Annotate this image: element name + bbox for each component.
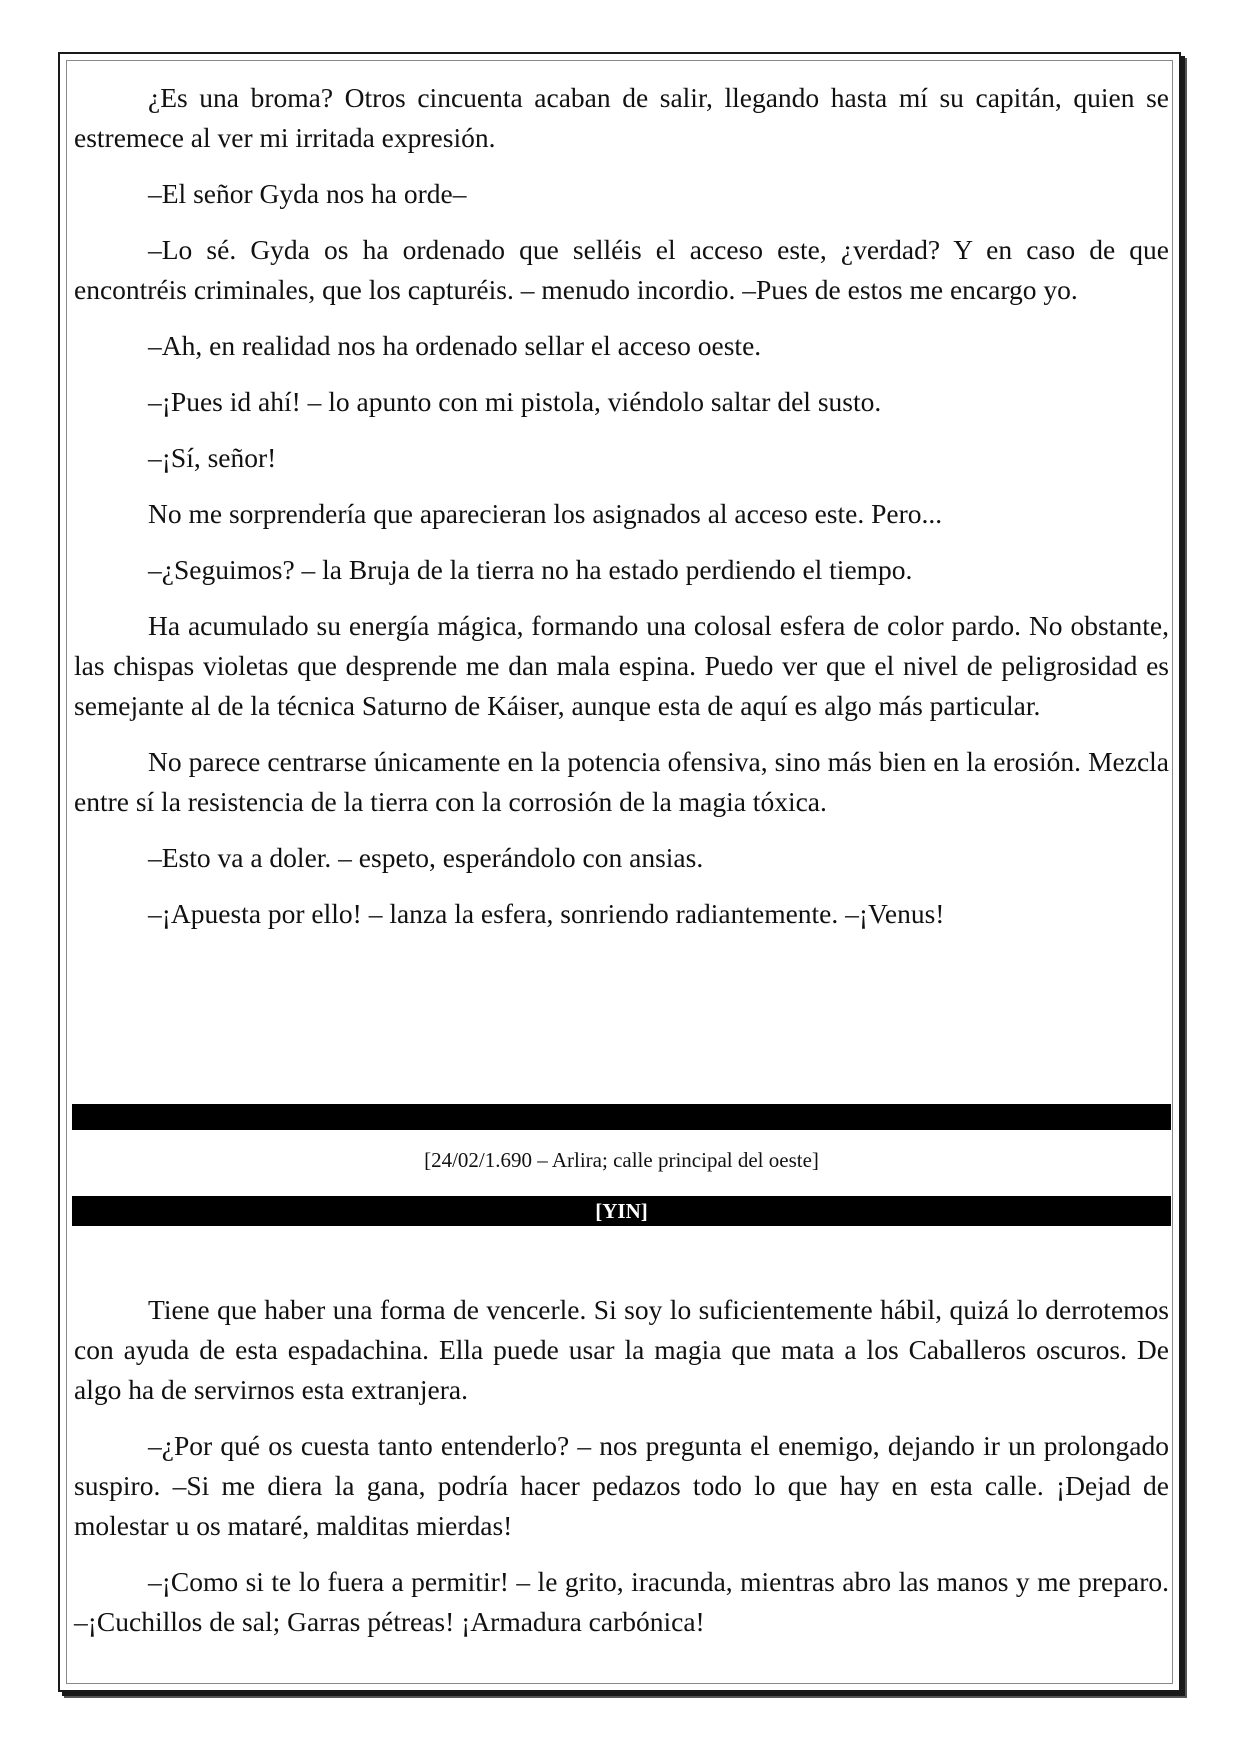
text-section-1 (74, 78, 1169, 950)
section-divider-bar (72, 1104, 1171, 1130)
paragraph: –¡Como si te lo fuera a permitir! – le grito, iracunda, mientras abro las manos y me preparo. –¡Cuchillos de sal; Garras pétreas! ¡Armadura carbónica! (74, 1566, 1169, 1637)
paragraph: Ha acumulado su energía mágica, formando una colosal esfera de color pardo. No obstante, las chispas violetas que desprende me dan mala espina. Puedo ver que el nivel de peligrosidad es semejante al de la técnica Saturno de Káiser, aunque esta de aquí es algo más particular. (74, 610, 1169, 721)
paragraph: No parece centrarse únicamente en la potencia ofensiva, sino más bien en la erosión. Mezcla entre sí la resistencia de la tierra con la corrosión de la magia tóxica. (74, 746, 1169, 817)
paragraph: Tiene que haber una forma de vencerle. Si soy lo suficientemente hábil, quizá lo derrotemos con ayuda de esta espadachina. Ella puede usar la magia que mata a los Caballeros oscuros. De algo ha de servirnos esta extranjera. (74, 1294, 1169, 1405)
pov-character-bar: [YIN] (72, 1196, 1171, 1226)
paragraph: –¿Seguimos? – la Bruja de la tierra no ha estado perdiendo el tiempo. (148, 554, 913, 585)
paragraph: –¡Apuesta por ello! – lanza la esfera, sonriendo radiantemente. –¡Venus! (148, 898, 945, 929)
paragraph: –¿Por qué os cuesta tanto entenderlo? – nos pregunta el enemigo, dejando ir un prolongado suspiro. –Si me diera la gana, podría hacer pedazos todo lo que hay en esta calle. ¡Dejad de molestar u os mataré, malditas mierdas! (74, 1430, 1169, 1541)
paragraph: –Lo sé. Gyda os ha ordenado que selléis el acceso este, ¿verdad? Y en caso de que encontréis criminales, que los capturéis. – menudo incordio. –Pues de estos me encargo yo. (74, 234, 1169, 305)
paragraph: ¿Es una broma? Otros cincuenta acaban de salir, llegando hasta mí su capitán, quien se estremece al ver mi irritada expresión. (74, 82, 1169, 153)
paragraph: –¡Sí, señor! (148, 442, 277, 473)
paragraph: –¡Pues id ahí! – lo apunto con mi pistola, viéndolo saltar del susto. (148, 386, 882, 417)
paragraph: No me sorprendería que aparecieran los asignados al acceso este. Pero... (148, 498, 943, 529)
text-section-2 (74, 1290, 1169, 1658)
paragraph: –Esto va a doler. – espeto, esperándolo con ansias. (148, 842, 704, 873)
paragraph: –El señor Gyda nos ha orde– (148, 178, 467, 209)
scene-date-location: [24/02/1.690 – Arlira; calle principal del oeste] (424, 1148, 819, 1172)
paragraph: –Ah, en realidad nos ha ordenado sellar el acceso oeste. (148, 330, 762, 361)
